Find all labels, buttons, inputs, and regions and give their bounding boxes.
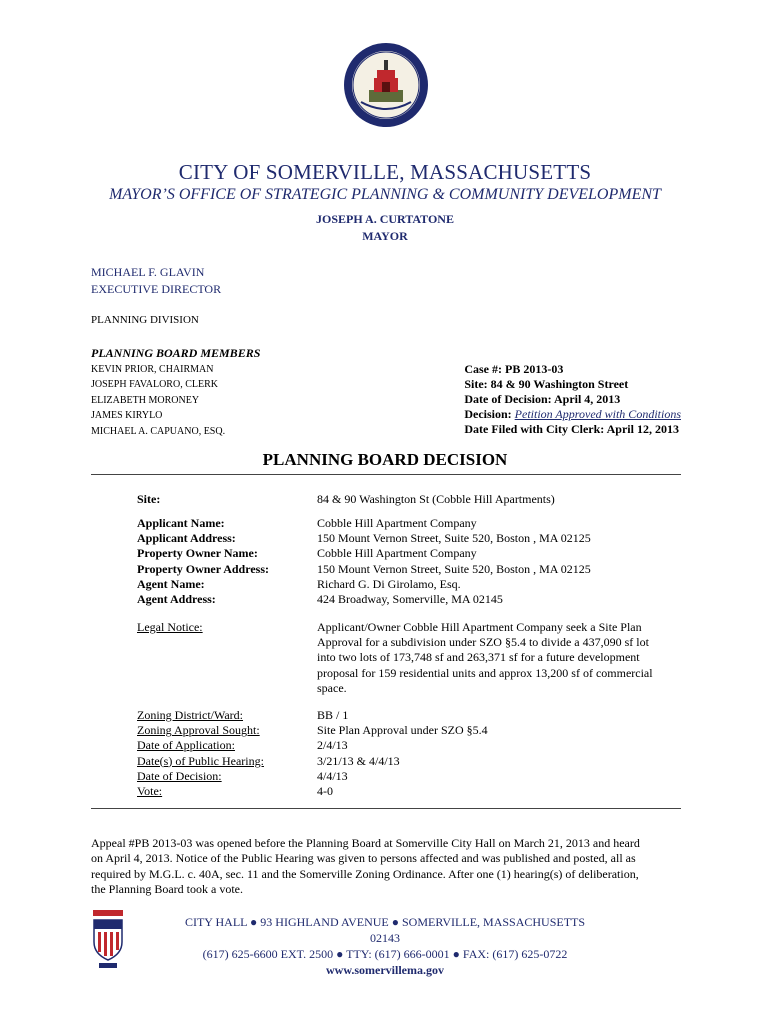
zoning-labels <box>137 708 264 799</box>
appeal-line: on April 4, 2013. Notice of the Public Hearing was given to persons affected and was published and posted, all as <box>91 851 636 866</box>
mayor-name: JOSEPH A. CURTATONE <box>316 212 454 226</box>
board-member: MICHAEL A. CAPUANO, ESQ. <box>91 425 226 437</box>
zoning-values <box>317 708 488 799</box>
executive-director-name: MICHAEL F. GLAVIN <box>91 265 205 279</box>
office-name: MAYOR’S OFFICE OF STRATEGIC PLANNING & COMMUNITY DEVELOPMENT <box>109 186 661 203</box>
divider-bottom <box>91 808 681 809</box>
city-seal-icon <box>343 42 429 128</box>
case-info <box>464 362 681 437</box>
applicant-address-label: Applicant Address: <box>137 531 236 546</box>
case-date-of-decision: Date of Decision: April 4, 2013 <box>464 392 621 406</box>
all-america-city-shield-icon <box>91 908 125 970</box>
board-members-list <box>91 362 225 439</box>
executive-director-title: EXECUTIVE DIRECTOR <box>91 282 222 296</box>
appeal-line: Appeal #PB 2013-03 was opened before the Planning Board at Somerville City Hall on March 21, 2013 and heard <box>91 836 640 850</box>
agent-name-label: Agent Name: <box>137 576 205 591</box>
date-of-decision-value: 4/4/13 <box>317 768 348 783</box>
case-decision <box>464 407 681 422</box>
site-value: 84 & 90 Washington St (Cobble Hill Apartments) <box>317 492 555 506</box>
zoning-district-value: BB / 1 <box>317 708 349 722</box>
agent-address-value: 424 Broadway, Somerville, MA 02145 <box>317 592 503 607</box>
case-date-filed: Date Filed with City Clerk: April 12, 2013 <box>464 422 679 436</box>
case-number: Case #: PB 2013-03 <box>464 362 564 376</box>
decision-title: PLANNING BOARD DECISION <box>262 450 508 469</box>
site-label: Site: <box>137 492 161 506</box>
zoning-district-label: Zoning District/Ward: <box>137 708 244 722</box>
mayor-title: MAYOR <box>362 229 408 243</box>
legal-notice-label: Legal Notice: <box>137 620 203 634</box>
legal-notice-text <box>317 620 653 696</box>
planning-division-label: PLANNING DIVISION <box>91 314 199 326</box>
property-owner-address-value: 150 Mount Vernon Street, Suite 520, Boston , MA 02125 <box>317 561 591 576</box>
footer-phones: (617) 625-6600 EXT. 2500 ● TTY: (617) 666-0001 ● FAX: (617) 625-0722 <box>202 947 568 961</box>
property-owner-name-label: Property Owner Name: <box>137 546 258 561</box>
legal-notice-line: proposal for 159 residential units and approx 13,200 sf of commercial <box>317 665 653 680</box>
case-site: Site: 84 & 90 Washington Street <box>464 377 629 391</box>
legal-notice-line: Approval for a subdivision under SZO §5.4 to divide a 437,090 sf lot <box>317 635 649 650</box>
applicant-name-value: Cobble Hill Apartment Company <box>317 516 477 530</box>
vote-value: 4-0 <box>317 784 333 799</box>
date-of-hearing-label: Date(s) of Public Hearing: <box>137 753 264 768</box>
legal-notice-line: space. <box>317 680 347 695</box>
agent-address-label: Agent Address: <box>137 592 216 607</box>
date-of-hearing-value: 3/21/13 & 4/4/13 <box>317 753 400 768</box>
agent-name-value: Richard G. Di Girolamo, Esq. <box>317 576 461 591</box>
footer <box>180 914 590 978</box>
footer-address: CITY HALL ● 93 HIGHLAND AVENUE ● SOMERVILLE, MASSACHUSETTS 02143 <box>184 915 586 945</box>
property-owner-address-label: Property Owner Address: <box>137 561 269 576</box>
footer-website-link[interactable]: www.somervillema.gov <box>326 963 444 977</box>
date-of-application-label: Date of Application: <box>137 738 235 753</box>
board-member: ELIZABETH MORONEY <box>91 394 200 406</box>
applicant-name-label: Applicant Name: <box>137 516 225 530</box>
property-owner-name-value: Cobble Hill Apartment Company <box>317 546 477 561</box>
appeal-line: required by M.G.L. c. 40A, sec. 11 and the Somerville Zoning Ordinance. After one (1) hearing(s) of deliberation, <box>91 866 639 881</box>
legal-notice-line: Applicant/Owner Cobble Hill Apartment Company seek a Site Plan <box>317 620 642 634</box>
board-member: KEVIN PRIOR, CHAIRMAN <box>91 364 214 375</box>
board-member: JOSEPH FAVALORO, CLERK <box>91 379 218 391</box>
date-of-application-value: 2/4/13 <box>317 738 348 753</box>
date-of-decision-label: Date of Decision: <box>137 768 222 783</box>
applicant-values <box>317 516 591 607</box>
vote-label: Vote: <box>137 784 163 799</box>
board-members-heading: PLANNING BOARD MEMBERS <box>91 346 261 360</box>
appeal-paragraph <box>91 836 683 898</box>
zoning-approval-value: Site Plan Approval under SZO §5.4 <box>317 723 488 738</box>
applicant-labels <box>137 516 269 607</box>
executive-director-block <box>91 264 221 298</box>
zoning-approval-label: Zoning Approval Sought: <box>137 723 260 738</box>
appeal-line: the Planning Board took a vote. <box>91 882 243 897</box>
divider-top <box>91 474 681 475</box>
city-name: CITY OF SOMERVILLE, MASSACHUSETTS <box>178 160 592 184</box>
board-member: JAMES KIRYLO <box>91 410 163 422</box>
case-decision-label: Decision: <box>464 407 515 421</box>
case-decision-link[interactable]: Petition Approved with Conditions <box>514 407 681 421</box>
legal-notice-line: into two lots of 173,748 sf and 263,371 sf for a future development <box>317 650 640 665</box>
applicant-address-value: 150 Mount Vernon Street, Suite 520, Boston , MA 02125 <box>317 531 591 546</box>
